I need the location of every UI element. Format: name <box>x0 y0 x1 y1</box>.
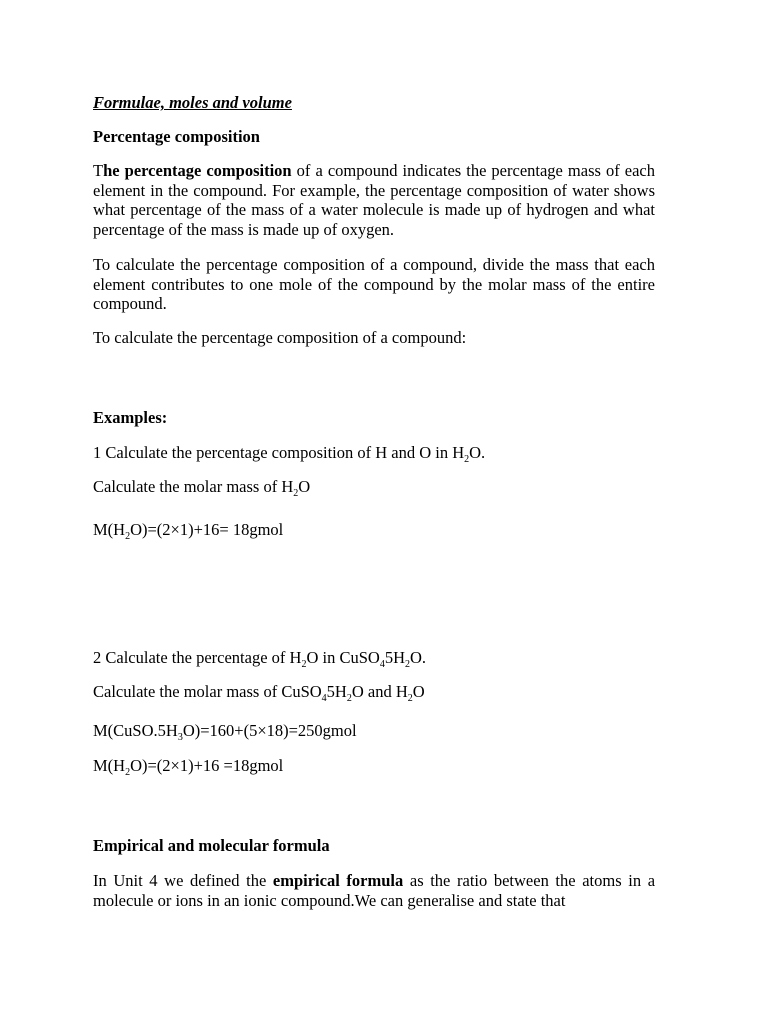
paragraph-instruction: To calculate the percentage composition of a compound: <box>93 328 467 347</box>
section-heading-empirical-formula: Empirical and molecular formula <box>93 836 330 855</box>
example-2-question: 2 Calculate the percentage of $H_2O$ in $CuSO_45H_2O$. <box>93 648 427 670</box>
definition-text: of a compound indicates the percentage mass of each element in the compound. For example, the percentage composition of water shows what percentage of the mass of a water molecule is made up of hydrogen and what percentage of the mass is made up of oxygen. <box>93 161 655 239</box>
empirical-term: empirical formula <box>272 871 404 890</box>
example-2-step: Calculate the molar mass of $CuSO_45H_2O$ and $H_2O$ <box>93 682 425 704</box>
paragraph-empirical: In Unit 4 we defined the empirical formula as the ratio between the atoms in a molecule or ions in an ionic compound.We can generalise and state that <box>93 871 656 910</box>
example-1-question: 1 Calculate the percentage composition of H and O in $H_2O$. <box>93 443 486 465</box>
paragraph-definition <box>93 161 655 239</box>
example-1-equation: $M(H_2O)=(2\times 1)+16=$ 18gmol <box>93 520 284 542</box>
definition-term: he percentage composition <box>103 161 292 180</box>
examples-heading: Examples: <box>93 408 168 427</box>
section-heading-percentage-composition: Percentage composition <box>93 127 260 146</box>
document-title-text: Formulae, moles and volume <box>93 93 292 112</box>
example-2-equation-2: $M(H_2O)=(2\times 1)+16$ =18gmol <box>93 756 284 778</box>
example-2-equation-1: $M(CuSO.5H_3O)=160+(5\times 18)=250gmol$ <box>93 721 357 743</box>
definition-lead: T <box>93 161 104 180</box>
paragraph-method: To calculate the percentage composition of a compound, divide the mass that each element contributes to one mole of the compound by the molar mass of the entire compound. <box>93 255 655 313</box>
document-title <box>93 93 655 113</box>
example-1-step: Calculate the molar mass of $H_2O$ <box>93 477 311 499</box>
